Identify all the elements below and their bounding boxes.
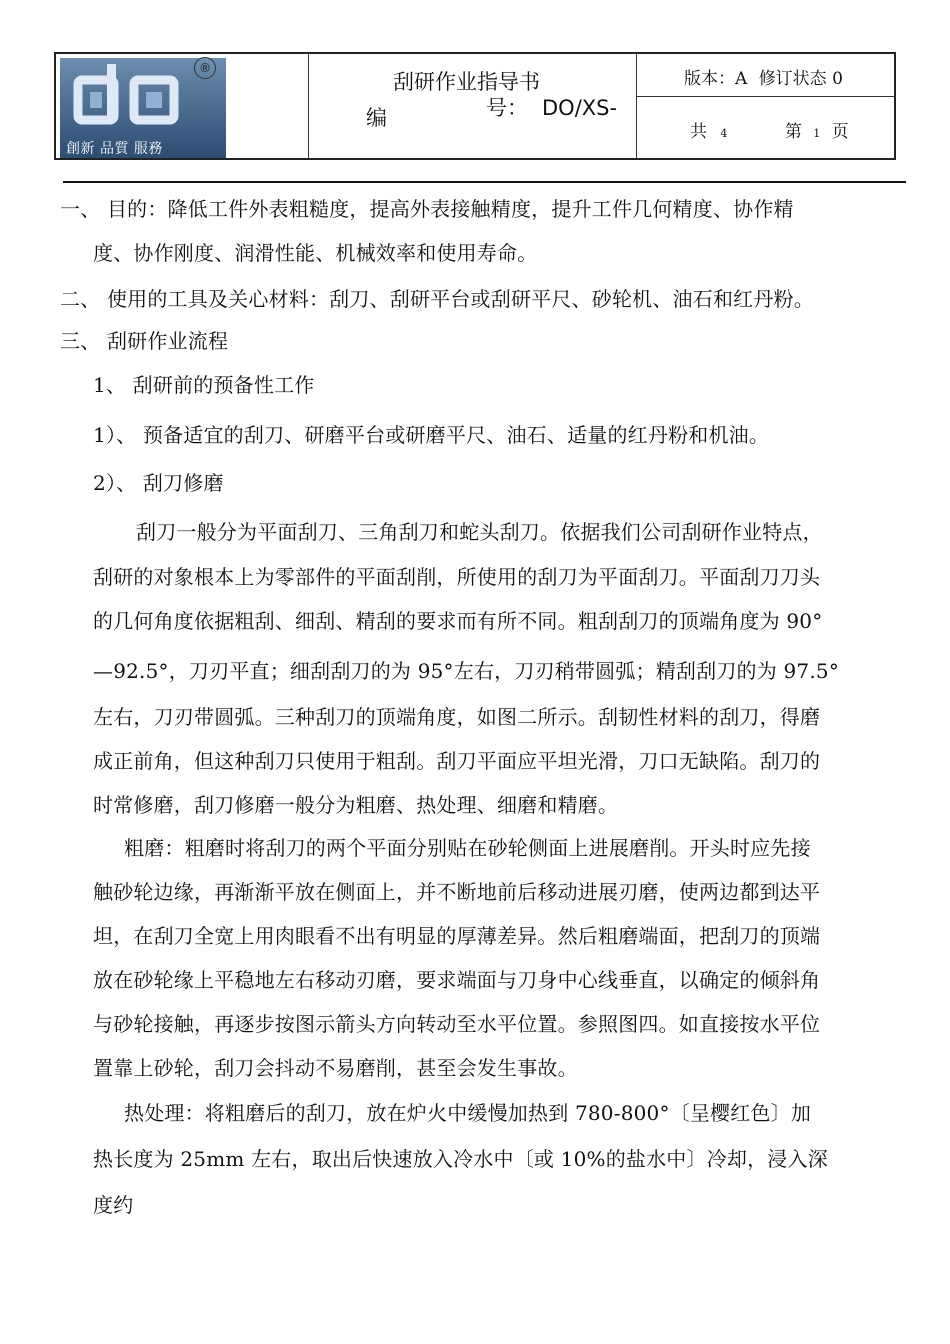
body-line: 刮研的对象根本上为零部件的平面刮削，所使用的刮刀为平面刮刀。平面刮刀刀头 bbox=[93, 565, 821, 589]
body-line: 成正前角，但这种刮刀只使用于粗刮。刮刀平面应平坦光滑，刀口无缺陷。刮刀的 bbox=[93, 749, 821, 773]
version-cell bbox=[636, 54, 894, 97]
page-number-value: 1 bbox=[813, 127, 821, 140]
page-cell bbox=[636, 97, 894, 158]
body-line: 放在砂轮缘上平稳地左右移动刃磨，要求端面与刀身中心线垂直，以确定的倾斜角 bbox=[93, 968, 821, 992]
document-header-table bbox=[54, 52, 896, 160]
body-line: 置靠上砂轮，刮刀会抖动不易磨削，甚至会发生事故。 bbox=[93, 1056, 578, 1080]
header-divider bbox=[63, 181, 906, 183]
body-line: 的几何角度依据粗刮、细刮、精刮的要求而有所不同。粗刮刮刀的顶端角度为 90° bbox=[93, 609, 823, 633]
body-line: 热处理：将粗磨后的刮刀，放在炉火中缓慢加热到 780-800°〔呈樱红色〕加 bbox=[124, 1101, 812, 1125]
version-label: 版本：A bbox=[684, 69, 748, 89]
doc-number-label: 编 bbox=[366, 106, 387, 130]
body-line: 度、协作刚度、润滑性能、机械效率和使用寿命。 bbox=[93, 241, 538, 265]
body-line: 坦，在刮刀全宽上用肉眼看不出有明显的厚薄差异。然后粗磨端面，把刮刀的顶端 bbox=[93, 924, 821, 948]
logo-cell bbox=[56, 54, 309, 158]
page-suffix: 页 bbox=[831, 122, 849, 142]
logo-slogan: 創新 品質 服務 bbox=[66, 141, 163, 157]
subsection-heading: 2）、 刮刀修磨 bbox=[93, 471, 224, 495]
registered-mark-icon: ® bbox=[194, 57, 216, 79]
subsection-heading: 1、 刮研前的预备性工作 bbox=[93, 373, 315, 397]
section-heading: 三、 刮研作业流程 bbox=[60, 329, 229, 353]
document-title: 刮研作业指导书 bbox=[393, 70, 540, 94]
page-label: 第 bbox=[784, 122, 802, 142]
body-line: 左右，刀刃带圆弧。三种刮刀的顶端角度，如图二所示。刮韧性材料的刮刀，得磨 bbox=[93, 705, 821, 729]
body-line: 1）、 预备适宜的刮刀、研磨平台或研磨平尺、油石、适量的红丹粉和机油。 bbox=[93, 423, 770, 447]
body-line: 粗磨：粗磨时将刮刀的两个平面分别贴在砂轮侧面上进展磨削。开头时应先接 bbox=[124, 836, 811, 860]
body-line: 刮刀一般分为平面刮刀、三角刮刀和蛇头刮刀。依据我们公司刮研作业特点， bbox=[136, 520, 823, 544]
page-info bbox=[690, 117, 849, 142]
body-line: 热长度为 25mm 左右，取出后快速放入冷水中〔或 10%的盐水中〕冷却，浸入深 bbox=[93, 1147, 828, 1171]
doc-number-value: DO/XS- bbox=[542, 96, 618, 120]
title-cell bbox=[308, 54, 637, 158]
body-line: 度约 bbox=[93, 1193, 134, 1217]
total-pages-value: 4 bbox=[720, 127, 728, 140]
body-line: 一、 目的：降低工件外表粗糙度，提高外表接触精度，提升工件几何精度、协作精 bbox=[60, 197, 794, 221]
body-line: 与砂轮接触，再逐步按图示箭头方向转动至水平位置。参照图四。如直接按水平位 bbox=[93, 1012, 821, 1036]
revision-label: 修订状态 0 bbox=[758, 69, 843, 89]
body-line: —92.5°，刀刃平直；细刮刮刀的为 95°左右，刀刃稍带圆弧；精刮刮刀的为 97.5° bbox=[93, 659, 840, 683]
doc-number-prefix: 号： bbox=[486, 96, 528, 120]
total-pages-label: 共 bbox=[690, 122, 707, 142]
body-line: 二、 使用的工具及关心材料：刮刀、刮研平台或刮研平尺、砂轮机、油石和红丹粉。 bbox=[60, 287, 814, 311]
body-line: 触砂轮边缘，再渐渐平放在侧面上，并不断地前后移动进展刃磨，使两边都到达平 bbox=[93, 880, 821, 904]
doc-number bbox=[486, 92, 617, 122]
version-info bbox=[684, 64, 849, 89]
body-line: 时常修磨，刮刀修磨一般分为粗磨、热处理、细磨和精磨。 bbox=[93, 793, 619, 817]
